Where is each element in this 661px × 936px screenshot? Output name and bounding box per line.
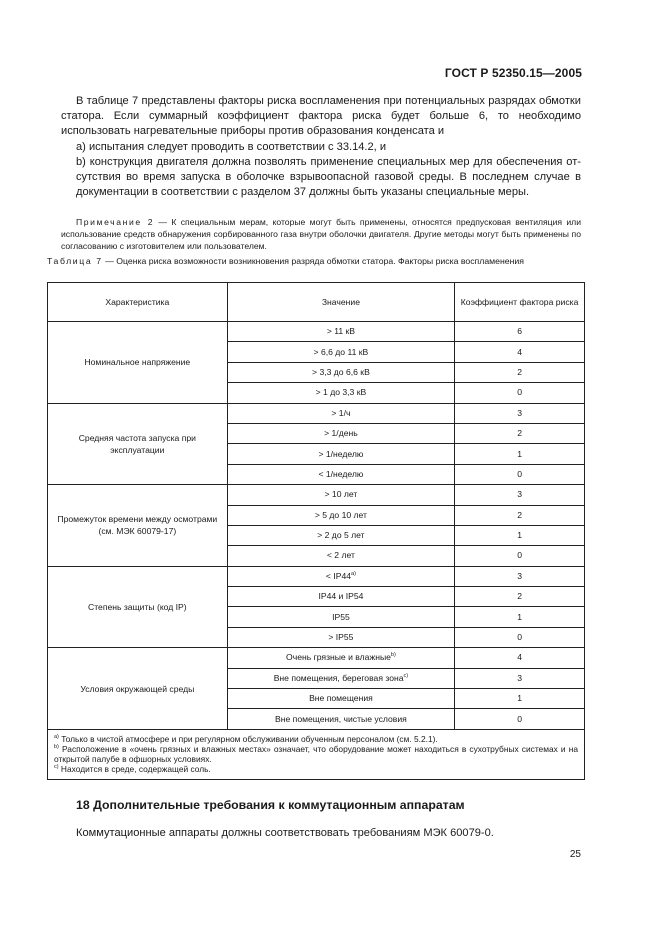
table-row: [48, 485, 585, 505]
characteristic-cell: Условия окружающей среды: [48, 648, 228, 730]
note-2: [61, 216, 581, 253]
risk-table-body: [48, 322, 585, 730]
value-cell: > 2 до 5 лет: [227, 525, 455, 545]
value-cell: Вне помещения, чистые условия: [227, 709, 455, 729]
coefficient-cell: 1: [455, 607, 585, 627]
list-item-b: b) конструкция двигателя должна позволять применение специальных мер для обеспечения отсутствия во время запуска в оболочке взрывоопасной газовой среды. В последнем случае в документации в соответствии с разделом 37 должны быть указаны специальные меры.: [76, 155, 581, 199]
coefficient-cell: 1: [455, 444, 585, 464]
coefficient-cell: 2: [455, 423, 585, 443]
risk-table: [47, 282, 585, 780]
section-18-title: 18 Дополнительные требования к коммутационным аппаратам: [76, 798, 465, 812]
coefficient-cell: 2: [455, 505, 585, 525]
coefficient-cell: 0: [455, 627, 585, 647]
value-cell: > IP55: [227, 627, 455, 647]
table-caption: [47, 256, 587, 267]
value-cell: < 2 лет: [227, 546, 455, 566]
characteristic-cell: Номинальное напряжение: [48, 322, 228, 404]
header-coefficient: Коэффициент фактора риска: [455, 283, 585, 322]
note-text: — К специальным мерам, которые могут быть применены, относятся предпусковая вентиляция или использование средств обнаружения сорбированного газа внутри оболочки двигателя. Другие методы могут быть применены по согласованию с изготовителем или пользователем.: [61, 217, 581, 252]
coefficient-cell: 0: [455, 383, 585, 403]
coefficient-cell: 4: [455, 648, 585, 668]
footnote-a: $^{a)}$ Только в чистой атмосфере и при регулярном обслуживании обученным персоналом (см. 5.2.1).: [54, 733, 438, 744]
coefficient-cell: 3: [455, 485, 585, 505]
coefficient-cell: 6: [455, 322, 585, 342]
footnote-mark: c): [403, 672, 409, 679]
table-header-row: [48, 283, 585, 322]
table-row: [48, 322, 585, 342]
list-item-a: a) испытания следует проводить в соответствии с 33.14.2, и: [76, 140, 387, 153]
coefficient-cell: 3: [455, 403, 585, 423]
coefficient-cell: 1: [455, 525, 585, 545]
value-cell: IP55: [227, 607, 455, 627]
table-caption-text: — Оценка риска возможности возникновения разряда обмотки статора. Факторы риска воспламенения: [102, 256, 524, 266]
note-label: Примечание 2: [76, 217, 155, 227]
value-cell: > 1 до 3,3 кВ: [227, 383, 455, 403]
value-cell: > 10 лет: [227, 485, 455, 505]
footnote-c: $^{c)}$ Находится в среде, содержащей соль.: [54, 764, 211, 775]
header-value: Значение: [227, 283, 455, 322]
footnote-b: $^{b)}$ Расположение в «очень грязных и влажных местах» означает, что оборудование может находиться в сухотрубных системах и на открытой палубе в офшорных условиях.: [54, 744, 578, 765]
table-caption-label: Таблица 7: [47, 256, 103, 266]
value-cell: > 1/день: [227, 423, 455, 443]
footnotes-row: [48, 729, 585, 779]
section-18-text: Коммутационные аппараты должны соответствовать требованиям МЭК 60079-0.: [76, 827, 494, 839]
value-cell: < 1/неделю: [227, 464, 455, 484]
coefficient-cell: 0: [455, 709, 585, 729]
intro-text: [61, 94, 581, 200]
coefficient-cell: 3: [455, 566, 585, 586]
value-cell: > 5 до 10 лет: [227, 505, 455, 525]
coefficient-cell: 3: [455, 668, 585, 688]
value-cell: IP44 и IP54: [227, 587, 455, 607]
value-cell: Очень грязные и влажные$^{b)}$: [227, 648, 455, 668]
table-row: [48, 566, 585, 586]
value-cell: > 1/ч: [227, 403, 455, 423]
coefficient-cell: 0: [455, 464, 585, 484]
value-cell: < $IP44^{a)}$: [227, 566, 455, 586]
table-row: [48, 648, 585, 668]
footnotes-cell: [48, 729, 585, 779]
intro-paragraph: В таблице 7 представлены факторы риска воспламенения при потенциальных разрядах обмотки статора. Если суммарный коэффициент фактора риска будет больше 6, то необходимо использовать нагревательные приборы против образования конденсата и: [61, 95, 581, 138]
value-cell: Вне помещения: [227, 689, 455, 709]
page-number: 25: [569, 849, 581, 860]
value-cell: > 3,3 до 6,6 кВ: [227, 362, 455, 382]
value-cell: > 11 кВ: [227, 322, 455, 342]
value-cell: > 6,6 до 11 кВ: [227, 342, 455, 362]
characteristic-cell: Средняя частота запуска при эксплуатации: [48, 403, 228, 485]
coefficient-cell: 2: [455, 362, 585, 382]
footnote-mark: a): [351, 571, 356, 578]
coefficient-cell: 0: [455, 546, 585, 566]
header-characteristic: Характеристика: [48, 283, 228, 322]
coefficient-cell: 2: [455, 587, 585, 607]
table-row: [48, 403, 585, 423]
value-cell: > 1/неделю: [227, 444, 455, 464]
characteristic-cell: Промежуток времени между осмотрами (см. МЭК 60079-17): [48, 485, 228, 567]
coefficient-cell: 4: [455, 342, 585, 362]
footnote-mark: b): [390, 652, 396, 659]
document-code: ГОСТ Р 52350.15—2005: [444, 66, 582, 80]
coefficient-cell: 1: [455, 689, 585, 709]
characteristic-cell: Степень защиты (код IP): [48, 566, 228, 648]
value-cell: Вне помещения, береговая зона$^{c)}$: [227, 668, 455, 688]
